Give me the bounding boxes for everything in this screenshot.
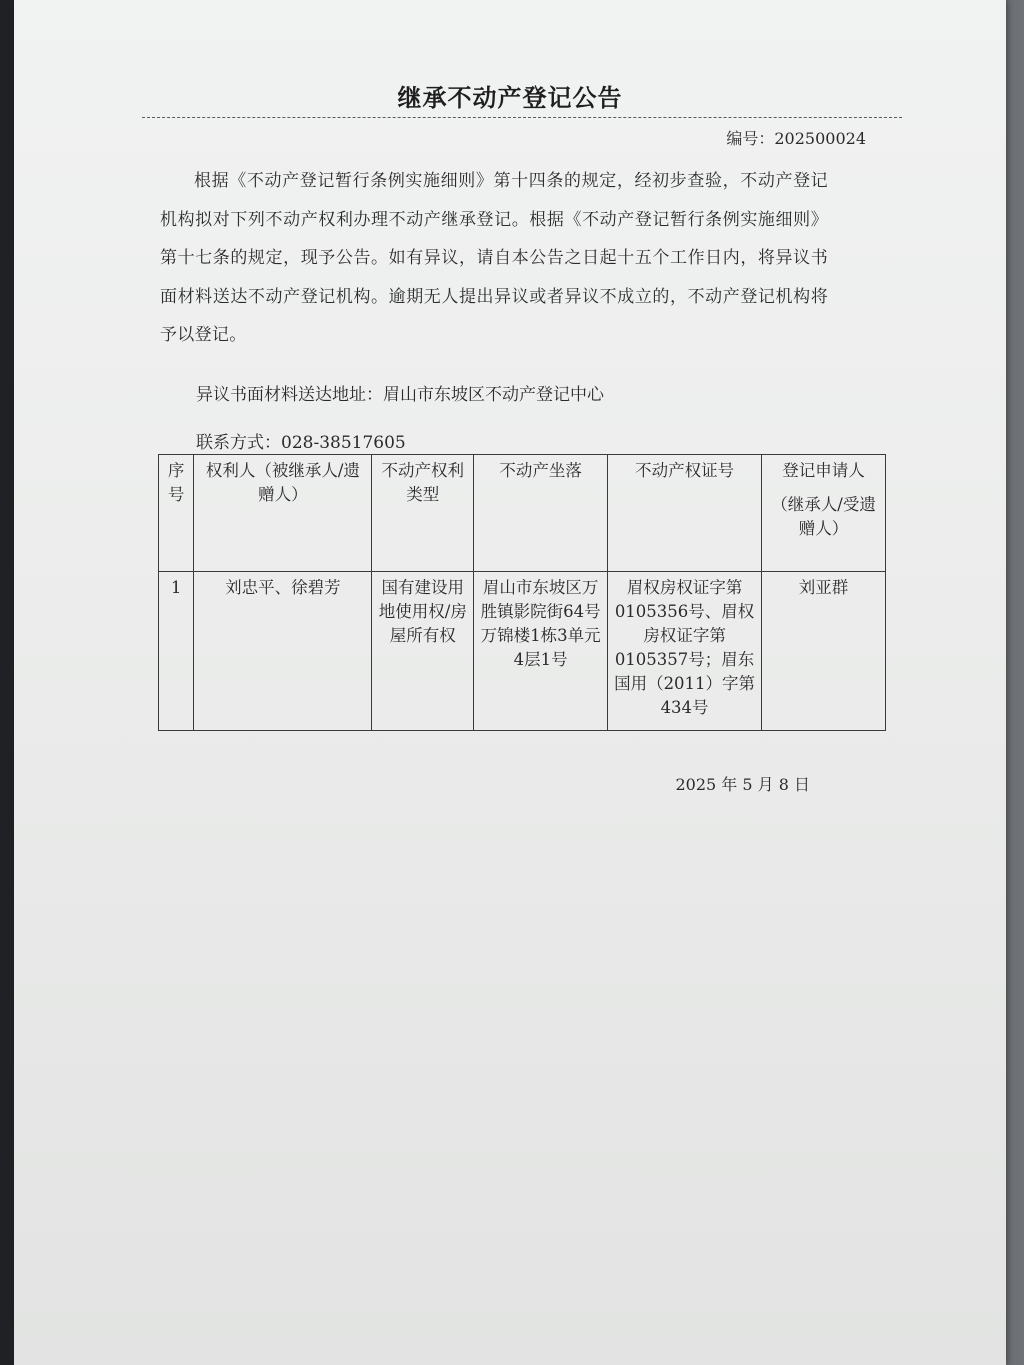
header-cert-no: 不动产权证号 bbox=[608, 455, 762, 572]
cell-applicant: 刘亚群 bbox=[762, 572, 886, 731]
header-applicant-sub: （继承人/受遗赠人） bbox=[771, 495, 876, 538]
cell-seq: 1 bbox=[159, 572, 194, 731]
header-seq: 序号 bbox=[159, 455, 194, 572]
header-applicant bbox=[762, 455, 886, 572]
cell-holder: 刘忠平、徐碧芳 bbox=[194, 572, 372, 731]
header-applicant-label: 登记申请人 bbox=[782, 461, 865, 480]
title-divider bbox=[142, 117, 902, 118]
header-right-type: 不动产权利类型 bbox=[372, 455, 474, 572]
header-holder: 权利人（被继承人/遗赠人） bbox=[194, 455, 372, 572]
property-table bbox=[158, 454, 886, 731]
header-location: 不动产坐落 bbox=[474, 455, 608, 572]
table-row bbox=[159, 572, 886, 731]
notice-paper bbox=[14, 0, 1006, 1365]
notice-title: 继承不动产登记公告 bbox=[397, 84, 623, 112]
cell-cert-no: 眉权房权证字第0105356号、眉权房权证字第0105357号；眉东国用（2011）字第434号 bbox=[608, 572, 762, 731]
cell-right-type: 国有建设用地使用权/房屋所有权 bbox=[372, 572, 474, 731]
document-number: 编号：202500024 bbox=[726, 129, 866, 148]
notice-body: 根据《不动产登记暂行条例实施细则》第十四条的规定，经初步查验，不动产登记机构拟对下列不动产权利办理不动产继承登记。根据《不动产登记暂行条例实施细则》第十七条的规定，现予公告。如有异议，请自本公告之日起十五个工作日内，将异议书面材料送达不动产登记机构。逾期无人提出异议或者异议不成立的，不动产登记机构将予以登记。 bbox=[160, 171, 828, 345]
contact-info: 联系方式：028-38517605 bbox=[196, 433, 406, 453]
objection-address: 异议书面材料送达地址：眉山市东坡区不动产登记中心 bbox=[196, 385, 604, 405]
cell-location: 眉山市东坡区万胜镇影院街64号万锦楼1栋3单元4层1号 bbox=[474, 572, 608, 731]
table-header-row bbox=[159, 455, 886, 572]
notice-date: 2025 年 5 月 8 日 bbox=[675, 775, 810, 794]
